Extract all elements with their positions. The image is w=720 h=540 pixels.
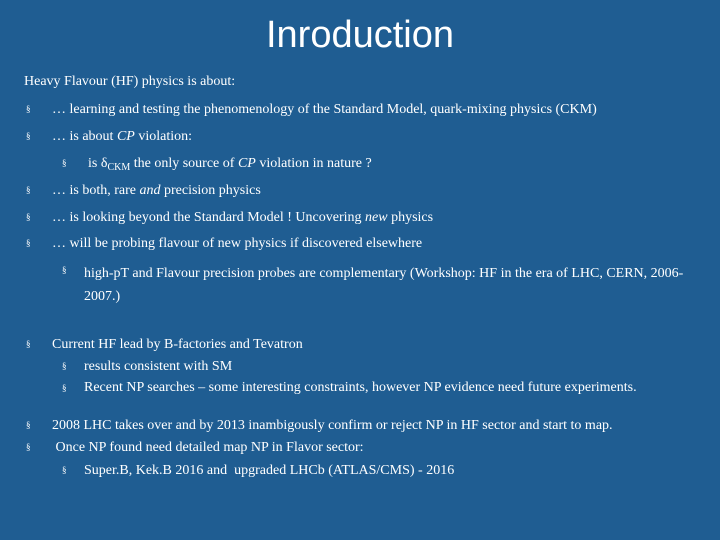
bullet-ckm-text: … learning and testing the phenomenology of the Standard Model, quark-mixing physics (CKM): [52, 102, 597, 117]
sub-bullet-superb-text: Super.B, Kek.B 2016 and upgraded LHCb (ATLAS/CMS) - 2016: [84, 463, 455, 478]
bullet-beyond-sm-text: … is looking beyond the Standard Model ! Uncovering new physics: [52, 210, 434, 225]
sub-bullet-sm-consistent-text: results consistent with SM: [84, 359, 233, 374]
bullet-marker: §: [26, 185, 31, 195]
bullet-marker: §: [26, 238, 31, 248]
bullet-np-map-text: Once NP found need detailed map NP in Flavor sector:: [52, 440, 364, 455]
intro-text: Heavy Flavour (HF) physics is about:: [24, 74, 236, 89]
bullet-rare-text: … is both, rare and precision physics: [52, 183, 261, 198]
sub-bullet-delta-ckm-text: is $\delta_{CKM}$ the only source of CP violation in nature ?: [88, 156, 372, 173]
sub-bullet-marker: §: [62, 265, 67, 275]
bullet-marker: §: [26, 131, 31, 141]
sub-bullet-marker: §: [62, 383, 67, 393]
bullet-lhc-2008-text: 2008 LHC takes over and by 2013 inambigously confirm or reject NP in HF sector and start to map.: [52, 418, 613, 433]
sub-bullet-marker: §: [62, 158, 67, 168]
bullet-marker: §: [26, 442, 31, 452]
bullet-marker: §: [26, 104, 31, 114]
sub-bullet-complementary-text: high-pT and Flavour precision probes are complementary (Workshop: HF in the era of LHC, CERN, 2006-2007.): [84, 266, 684, 304]
bullet-current-hf-text: Current HF lead by B-factories and Tevatron: [52, 337, 303, 352]
bullet-marker: §: [26, 339, 31, 349]
sub-bullet-marker: §: [62, 361, 67, 371]
bullet-flavour-np-text: … will be probing flavour of new physics if discovered elsewhere: [52, 236, 423, 251]
slide-title: Inroduction: [265, 14, 454, 56]
bullet-marker: §: [26, 212, 31, 222]
bullet-marker: §: [26, 420, 31, 430]
bullet-cp-text: … is about CP violation:: [52, 129, 193, 144]
sub-bullet-np-searches-text: Recent NP searches – some interesting constraints, however NP evidence need future experiments.: [84, 380, 637, 395]
sub-bullet-marker: §: [62, 465, 67, 475]
